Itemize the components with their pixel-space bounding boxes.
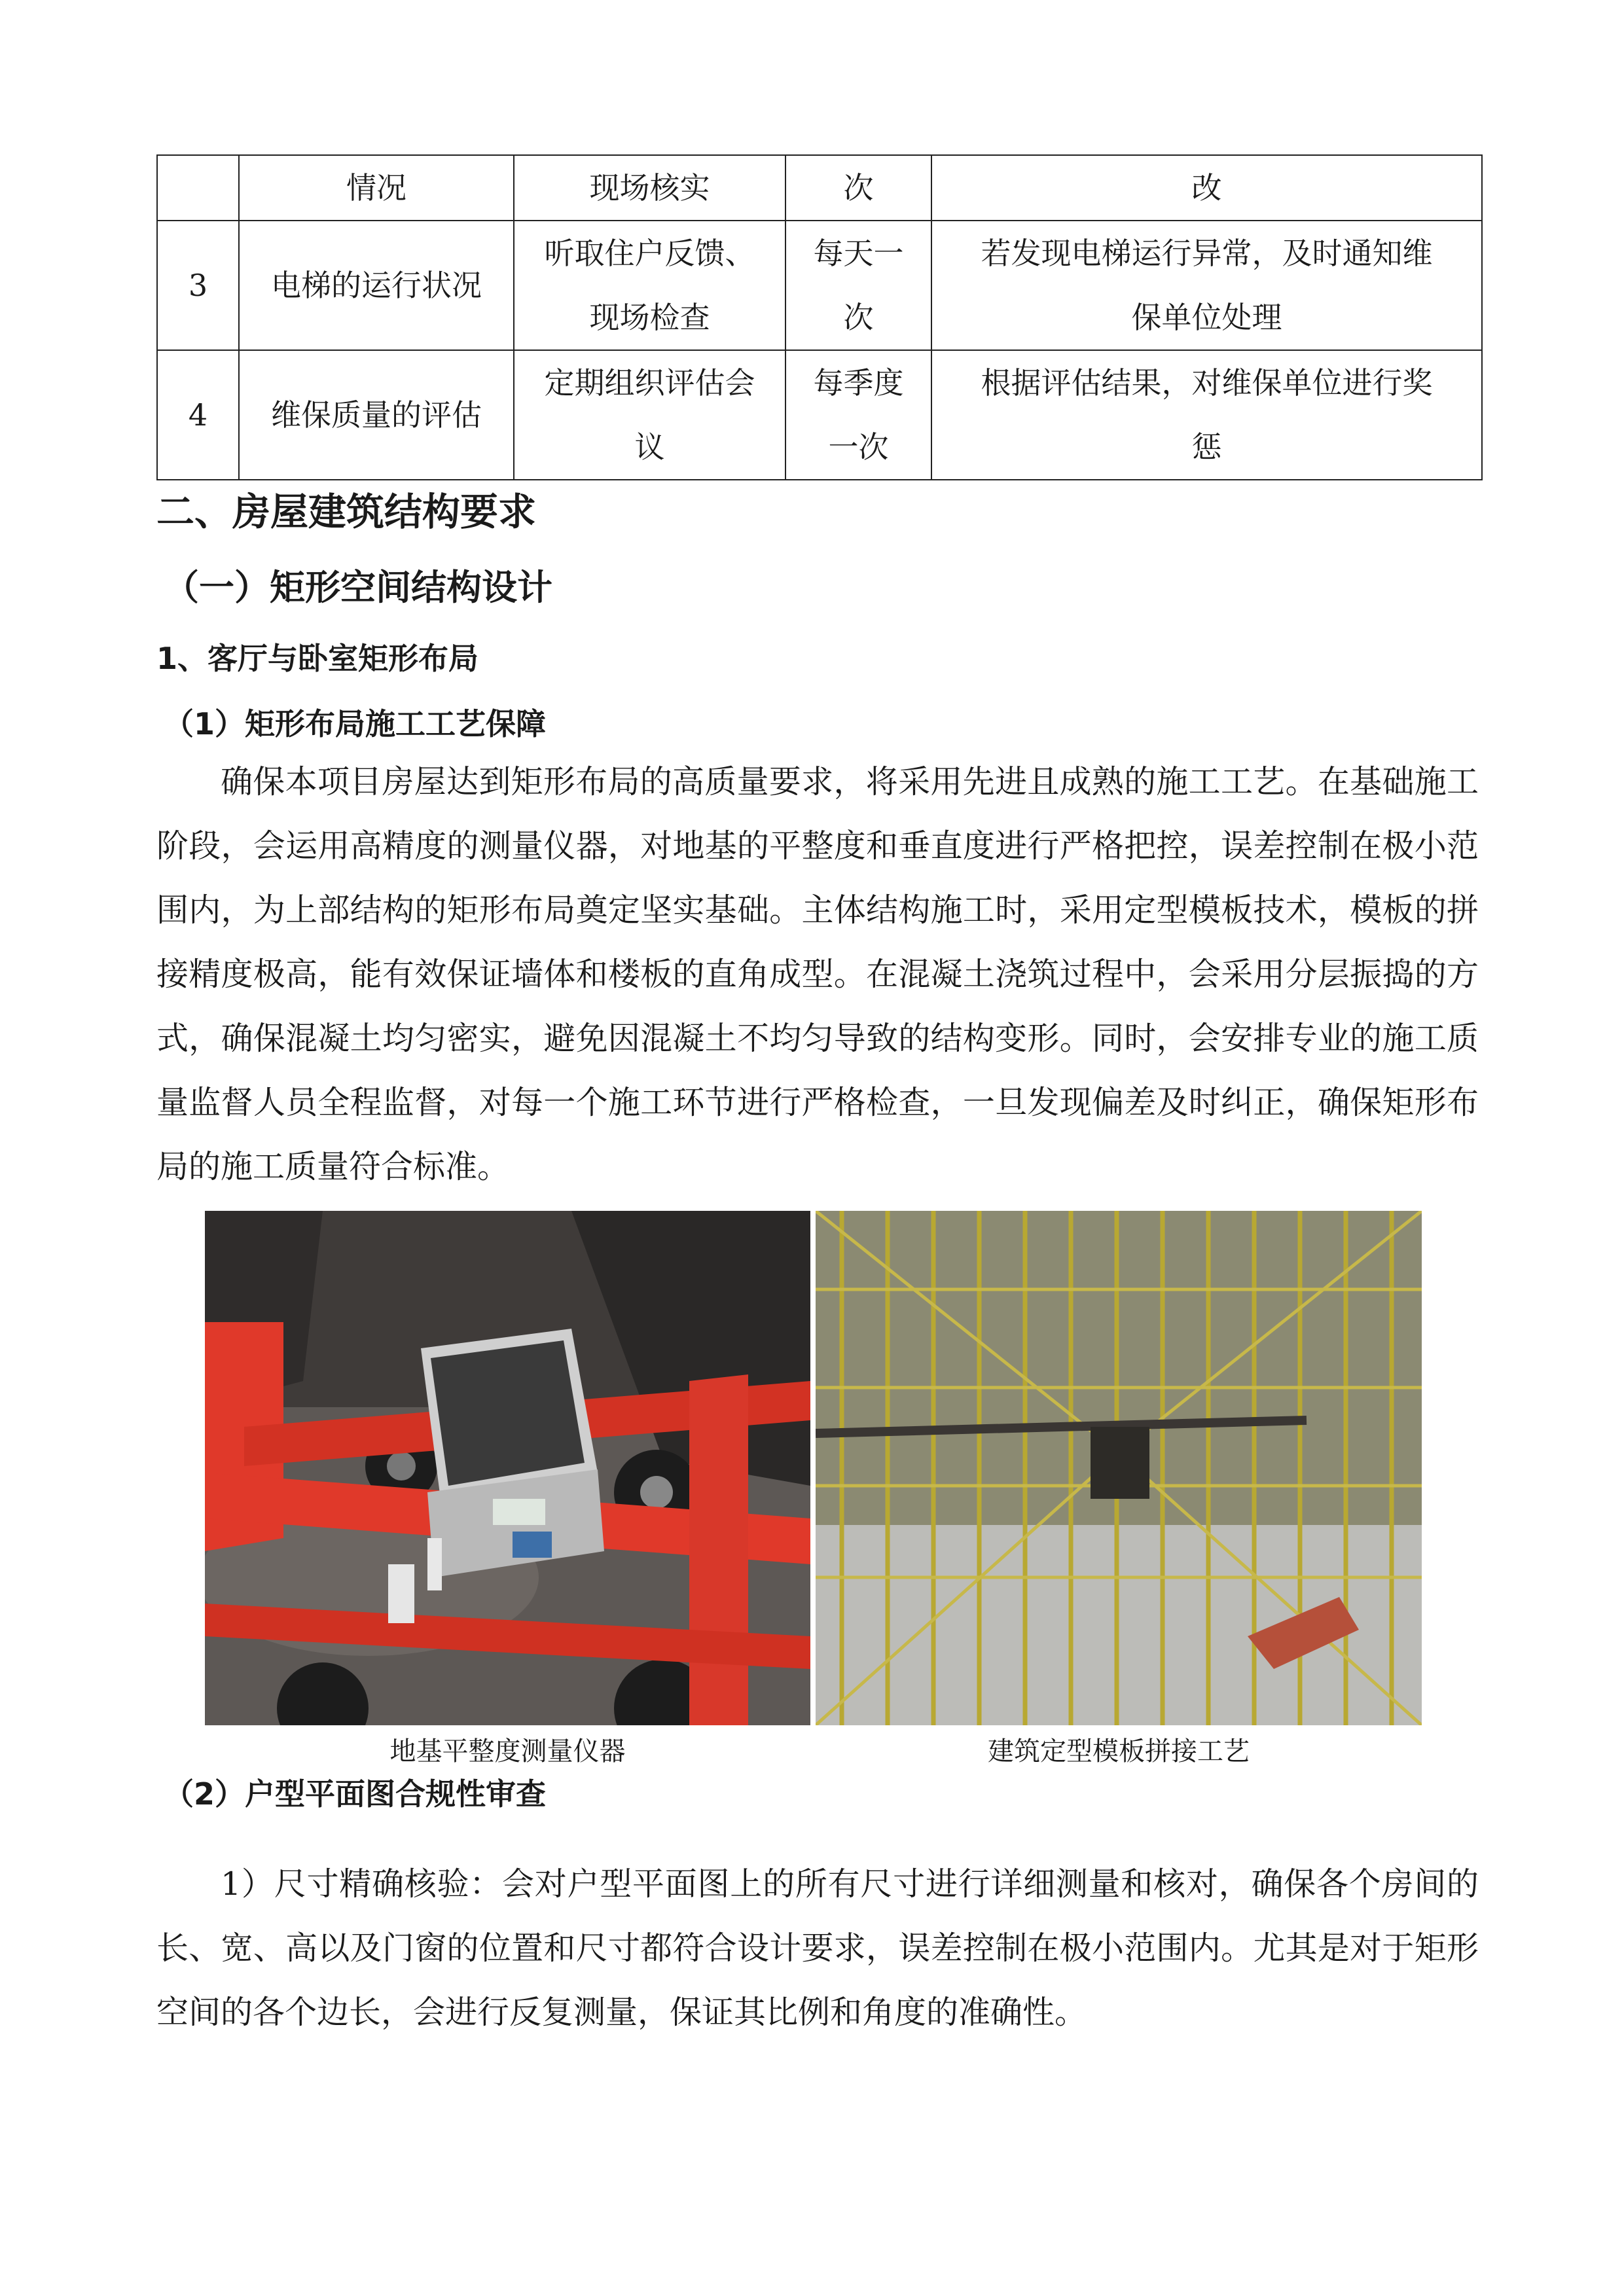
sub-heading-2: （2）户型平面图合规性审查 [164,1776,547,1812]
table-cell-method [514,350,785,480]
table-cell: 情况 [239,155,514,221]
cell-line: 惩 [1191,429,1222,465]
cell-line: 每季度 [813,365,904,401]
cell-line: 每天一 [813,236,904,271]
table-cell-no: 4 [157,350,239,480]
table-cell-item: 维保质量的评估 [239,350,514,480]
photo-formwork [816,1211,1422,1725]
section-heading: 二、房屋建筑结构要求 [156,490,537,534]
table-cell-no: 3 [157,221,239,350]
cell-line: 听取住户反馈、 [544,236,755,271]
cell-line: 一次 [828,429,889,465]
cell-line: 定期组织评估会 [544,365,755,401]
cell-line: 议 [634,429,665,465]
cell-line: 现场检查 [589,300,710,335]
cell-line: 保单位处理 [1131,300,1282,335]
table-cell-action [931,350,1482,480]
table-cell: 改 [931,155,1482,221]
paragraph-construction: 确保本项目房屋达到矩形布局的高质量要求，将采用先进且成熟的施工工艺。在基础施工阶段，会运用高精度的测量仪器，对地基的平整度和垂直度进行严格把控，误差控制在极小范围内，为上部结构的矩形布局奠定坚实基础。主体结构施工时，采用定型模板技术，模板的拼接精度极高，能有效保证墙体和楼板的直角成型。在混凝土浇筑过程中，会采用分层振捣的方式，确保混凝土均匀密实，避免因混凝土不均匀导致的结构变形。同时，会安排专业的施工质量监督人员全程监督，对每一个施工环节进行严格检查，一旦发现偏差及时纠正，确保矩形布局的施工质量符合标准。 [156,763,1479,1185]
table-row [157,350,1482,480]
table-row [157,221,1482,350]
paragraph-dimension-check: 1）尺寸精确核验：会对户型平面图上的所有尺寸进行详细测量和核对，确保各个房间的长、宽、高以及门窗的位置和尺寸都符合设计要求，误差控制在极小范围内。尤其是对于矩形空间的各个边长，会进行反复测量，保证其比例和角度的准确性。 [156,1865,1479,2031]
cell-line: 根据评估结果，对维保单位进行奖 [981,365,1433,401]
table-cell-method [514,221,785,350]
table-cell: 次 [785,155,931,221]
table-cell-item: 电梯的运行状况 [239,221,514,350]
table-row [157,155,1482,221]
measuring-instrument-illustration [205,1211,810,1725]
table-cell-freq [785,221,931,350]
section-subheading: （一）矩形空间结构设计 [164,567,552,608]
item-heading: 1、客厅与卧室矩形布局 [156,641,479,676]
inspection-table [156,154,1483,480]
cell-line: 若发现电梯运行异常，及时通知维 [981,236,1433,271]
table-cell-action [931,221,1482,350]
cell-line: 次 [843,300,874,335]
table-cell [157,155,239,221]
table-cell: 现场核实 [514,155,785,221]
photo-measuring-instrument [205,1211,810,1725]
caption-right: 建筑定型模板拼接工艺 [988,1736,1250,1767]
table-cell-freq [785,350,931,480]
sub-heading-1: （1）矩形布局施工工艺保障 [164,706,547,742]
caption-left: 地基平整度测量仪器 [389,1736,626,1767]
formwork-illustration [816,1211,1422,1725]
